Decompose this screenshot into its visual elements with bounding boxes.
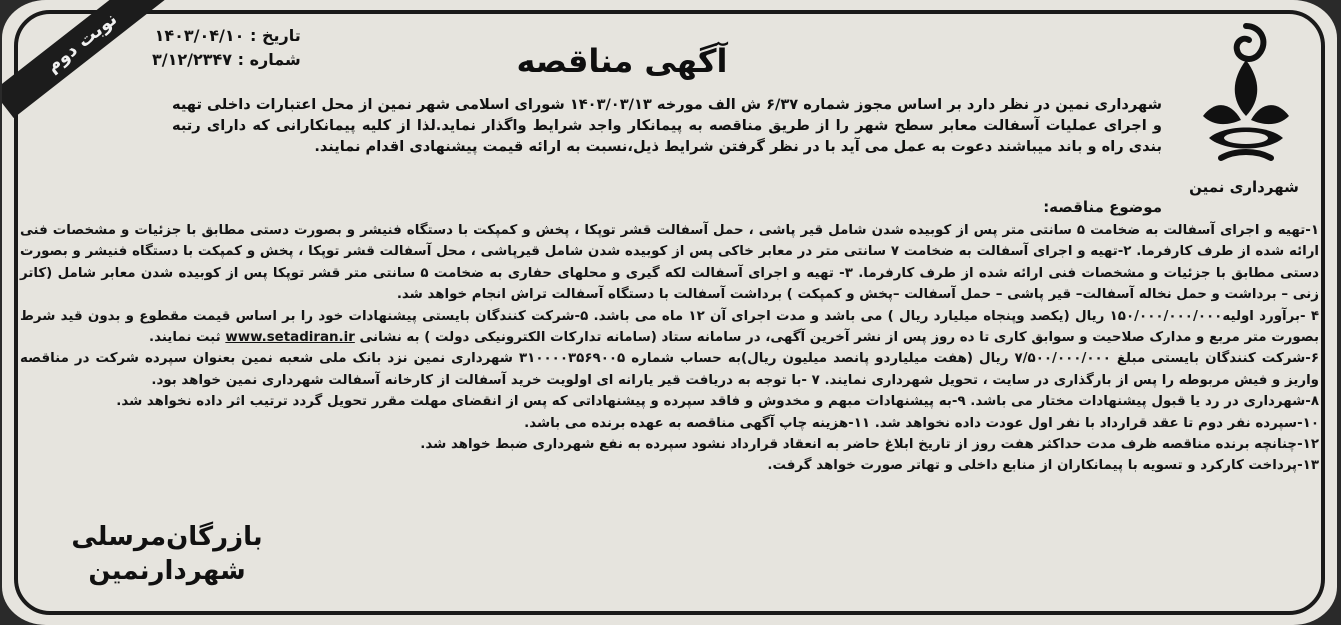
number-value: ۳/۱۲/۲۳۴۷ [152, 50, 233, 69]
clause-13: ۱۳-پرداخت کارکرد و تسویه با پیمانکاران از منابع داخلی و تهاتر صورت خواهد گرفت. [767, 458, 1319, 474]
clause-5-end: ثبت نمایند. [149, 330, 221, 346]
signature-title: شهردارنمین [88, 556, 246, 586]
notice-meta [152, 24, 301, 72]
mayor-signature [62, 520, 272, 588]
logo-caption: شهرداری نمین [1189, 178, 1299, 196]
date-label: تاریخ : [249, 26, 301, 45]
intro-paragraph: شهرداری نمین در نظر دارد بر اساس مجوز شماره ۶/۳۷ ش الف مورخه ۱۴۰۳/۰۳/۱۳ شورای اسلامی شهر نمین از محل اعتبارات داخلی تهیه و اجرای عملیات آسفالت معابر سطح شهر را از طریق مناقصه به پیمانکار واجد شرایط واگذار نماید.لذا از کلیه پیمانکارانی که دارای رتبه بندی راه و باند میباشند دعوت به عمل می آید با در نظر گرفتن شرایط ذیل،نسبت به ارائه قیمت پیشنهادی اقدام نمایند. [172, 96, 1162, 155]
date-row [152, 24, 301, 48]
clause-10-11: ۱۰-سپرده نفر دوم تا عقد قرارداد با نفر اول عودت داده نخواهد شد. ۱۱-هزینه چاپ آگهی مناقصه به عهده برنده می باشد. [524, 415, 1319, 431]
clause-4-5-text: ۴ -برآورد اولیه۱۵۰/۰۰۰/۰۰۰/۰۰۰ ریال (یکصد وپنجاه میلیارد ریال ) می باشد و مدت اجرای آن ۱۲ ماه می باشد. ۵-شرکت کنندگان بایستی پیشنهادات خود را بر اساس قیمت مقطوع و بدون قید شرط بصورت متر مربع و مدارک صلاحیت و سوابق کاری تا ده روز پس از نشر آخرین آگهی، در سامانه ستاد (سامانه تدارکات الکترونیکی دولت ) به نشانی [20, 308, 1319, 346]
second-round-ribbon: نوبت دوم [2, 0, 171, 118]
subject-label: موضوع مناقصه: [1043, 198, 1162, 216]
notice-paper [2, 0, 1337, 625]
clause-12: ۱۲-چنانچه برنده مناقصه ظرف مدت حداکثر هفت روز از تاریخ ابلاغ حاضر به انعقاد قرارداد نشود سپرده به نفع شهرداری ضبط خواهد شد. [420, 437, 1319, 453]
number-row [152, 48, 301, 72]
municipality-logo [1169, 16, 1319, 196]
signature-name: بازرگان‌مرسلی [71, 522, 263, 552]
clause-4-5 [20, 306, 1319, 349]
namin-emblem-icon [1191, 20, 1301, 170]
date-value: ۱۴۰۳/۰۴/۱۰ [154, 26, 245, 45]
number-label: شماره : [237, 50, 301, 69]
notice-body [20, 220, 1319, 477]
clause-6-7: ۶-شرکت کنندگان بایستی مبلغ ۷/۵۰۰/۰۰۰/۰۰۰ ریال (هفت میلیاردو پانصد میلیون ریال)به حساب شماره ۳۱۰۰۰۰۳۵۶۹۰۰۵ شهرداری نمین نزد بانک ملی شعبه نمین بعنوان سپرده شرکت در مناقصه واریز و فیش مربوطه را پس از بارگذاری در سایت ، تحویل شهرداری نمایند. ۷ -با توجه به دریافت قیر یارانه ای اولویت خرید آسفالت از کارخانه آسفالت شهرداری نمین خواهد بود. [20, 351, 1320, 388]
setad-link[interactable]: www.setadiran.ir [225, 330, 355, 346]
notice-title: آگهی مناقصه [516, 42, 728, 80]
clause-1-3: ۱-تهیه و اجرای آسفالت به ضخامت ۵ سانتی متر پس از کوبیده شدن شامل قیر پاشی ، حمل آسفالت قشر توپکا ، پخش و کمپکت با دستگاه فنیشر و بصورت دستی مطابق با جزئیات و مشخصات فنی ارائه شده از طرف کارفرما. ۲-تهیه و اجرای آسفالت به ضخامت ۷ سانتی متر در معابر خاکی پس از کوبیده شدن شامل قیرپاشی ، محل آسفالت قشر توپکا ، پخش و کمپکت با دستگاه فنیشر و بصورت دستی مطابق با جزئیات و مشخصات فنی ارائه شده از طرف کارفرما. ۳- تهیه و اجرای آسفالت لکه گیری و محلهای حفاری به ضخامت ۵ سانتی متر قشر توپکا پس از کوبیده شدن معابر شامل (کاتر زنی – برداشت و حمل نخاله آسفالت– قیر پاشی – حمل آسفالت –پخش و کمپکت ) برداشت آسفالت با دستگاه آسفالت تراش انجام خواهد شد. [20, 223, 1320, 303]
clause-8-9: ۸-شهرداری در رد یا قبول پیشنهادات مختار می باشد. ۹-به پیشنهادات مبهم و مخدوش و فاقد سپرده و پیشنهاداتی که پس از انقضای مهلت مقرر تحویل گردد ترتیب اثر داده نخواهد شد. [116, 394, 1319, 410]
